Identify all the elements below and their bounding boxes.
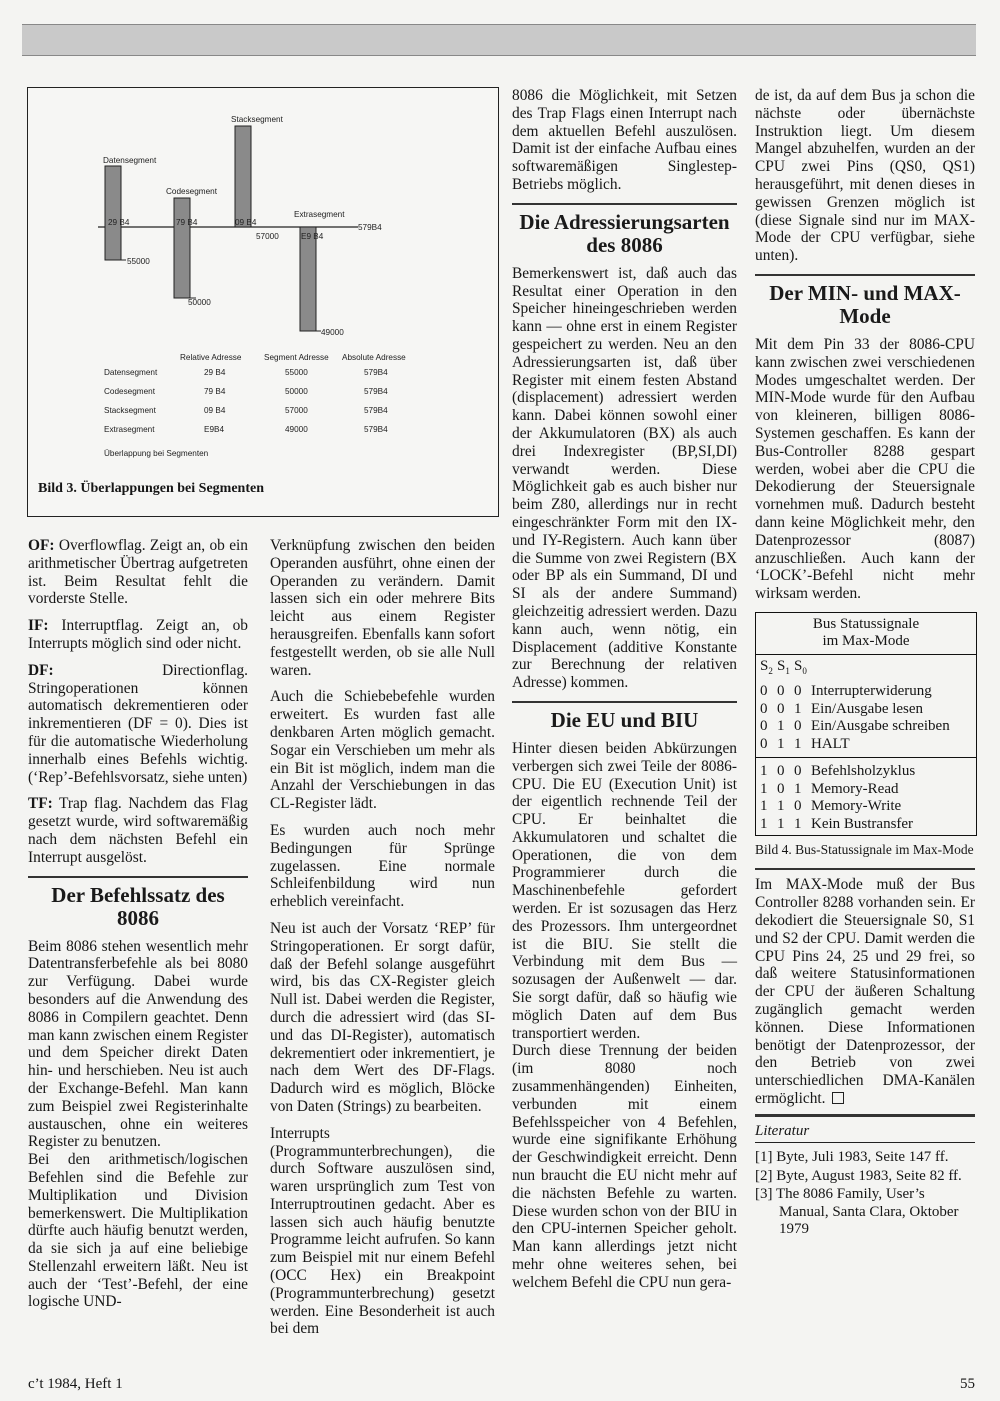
figure-4-caption: Bild 4. Bus-Statussignale im Max-Mode	[755, 842, 974, 858]
bus-status-row: 0 1 1 HALT	[760, 735, 850, 752]
bus-status-row: 1 0 0 Befehlsholzyklus	[760, 763, 916, 780]
svg-text:57000: 57000	[256, 232, 279, 241]
svg-text:579B4: 579B4	[358, 223, 382, 232]
stack-segment-bar	[235, 126, 251, 227]
footer-issue: c’t 1984, Heft 1	[28, 1376, 123, 1392]
fig3-cell-name: Extrasegment	[104, 425, 155, 434]
fig3-cell-seg: 57000	[285, 406, 308, 415]
bus-status-row: 0 0 1 Ein/Ausgabe lesen	[760, 700, 924, 717]
fig3-cell-name: Codesegment	[104, 387, 155, 396]
figure-3	[27, 87, 499, 517]
fig3-cell-name: Datensegment	[104, 368, 158, 377]
end-of-article-mark	[832, 1092, 844, 1104]
fig3-cell-rel: E9B4	[204, 425, 225, 434]
fig3-cell-seg: 49000	[285, 425, 308, 434]
column-2: Verknüpfung zwischen den beiden Operanden ausführt, ohne einen der Operanden zu verändern. Damit lassen sich ein oder mehrere Bits leicht aus einem Register herausgreifen. Ebenfalls kann sofort festgestellt werden, ob sie alle Null waren. Auch die Schiebebefehle wurden erweitert. Es wurden fast alle denkbaren Arten möglich gemacht. Sogar ein Verschieben um mehr als ein Bit ist möglich, indem man die Anzahl der Verschiebungen in das CL-Register lädt. Es wurden auch noch mehr Bedingungen für Sprünge zugelassen. Eine normale Schleifenbildung wird nun erheblich vereinfacht. Neu ist auch der Vorsatz ‘REP’ für Stringoperationen. Er sorgt dafür, daß der Befehl solange ausgeführt wird, bis das CX-Register gleich Null ist. Dabei werden die Register, durch die adressiert wird (das SI- und das DI-Register), automatisch dekrementiert oder inkrementiert, je nach dem Wert des DF-Flags. Dadurch wird es möglich, Blöcke von Daten (Strings) zu bearbeiten. Interrupts (Programmunterbrechungen), die durch Software auszulösen sind, waren ursprünglich zum Test von Interruptroutinen gedacht. Aber es lassen sich auch häufig benutzte Programme leicht aufrufen. So kann zum Beispiel mit nur einem Befehl (OCC Hex) ein Breakpoint (Programmunterbrechung) gesetzt werden. Eine Besonderheit ist auch bei dem	[270, 537, 495, 1338]
svg-text:09 B4: 09 B4	[235, 218, 257, 227]
svg-text:79 B4: 79 B4	[176, 218, 198, 227]
extra-segment-bar	[300, 227, 316, 331]
code-segment-label: Codesegment	[166, 187, 217, 196]
heading-min-max-mode: Der MIN- und MAX-Mode	[769, 280, 961, 328]
fig3-cell-abs: 579B4	[364, 368, 388, 377]
bus-status-row: 1 0 1 Memory-Read	[760, 780, 899, 797]
extra-segment-label: Extrasegment	[294, 210, 345, 219]
page-header-bar	[22, 24, 976, 56]
svg-text:50000: 50000	[188, 298, 211, 307]
fig3-cell-abs: 579B4	[364, 387, 388, 396]
fig3-cell-rel: 09 B4	[204, 406, 226, 415]
svg-text:Relative Adresse: Relative Adresse	[180, 353, 242, 362]
svg-text:Überlappung bei Segmenten: Überlappung bei Segmenten	[104, 449, 209, 458]
bus-status-row: 0 1 0 Ein/Ausgabe schreiben	[760, 718, 950, 735]
fig3-cell-abs: 579B4	[364, 425, 388, 434]
svg-text:Segment Adresse: Segment Adresse	[264, 353, 329, 362]
figure-3-caption: Bild 3. Überlappungen bei Segmenten	[38, 481, 264, 496]
stack-segment-label: Stacksegment	[231, 115, 283, 124]
data-segment-label: Datensegment	[103, 156, 157, 165]
heading-eu-biu: Die EU und BIU	[550, 707, 699, 732]
svg-text:29 B4: 29 B4	[108, 218, 130, 227]
svg-text:49000: 49000	[321, 328, 344, 337]
fig3-cell-name: Stacksegment	[104, 406, 156, 415]
segment-overlap-diagram	[28, 88, 498, 516]
bus-status-row: 1 1 1 Kein Bustransfer	[760, 815, 914, 832]
fig3-cell-rel: 29 B4	[204, 368, 226, 377]
fig3-cell-seg: 55000	[285, 368, 308, 377]
column-3: 8086 die Möglichkeit, mit Setzen des Trap Flags einen Interrupt nach dem aktuellen Befehl auszulösen. Damit ist der einfache Aufbau eines softwaremäßigen Singlestep-Betriebs möglich. Die Adressierungsarten des 8086 Bemerkenswert ist, daß auch das Resultat einer Operation in den Speicher hineingeschrieben werden kann — ohne erst in einem Register gespeichert zu werden. Neu an den Adressierungsarten ist, daß über Register mit einem festen Abstand (displacement) adressiert werden kann. Dabei können sowohl einer der Akkumulatoren (BX) als auch drei Indexregister (BP,SI,DI) verwandt werden. Diese Möglichkeit gab es auch bisher nur beim Z80, allerdings nur in recht eingeschränkter Form mit den IX- und IY-Registern. Auch kann über die Summe von zwei Registern (BX oder BP als ein Summand, DI und SI als der andere Summand) gleichzeitig adressiert werden. Dazu kann auch, wenn nötig, ein Displacement (additive Konstante zur Berechnung der relativen Adresse) kommen. Die EU und BIU Hinter diesen beiden Abkürzungen verbergen sich zwei Teile der 8086-CPU. Die EU (Execution Unit) ist der eigentlich rechnende Teil der CPU. Er beinhaltet die Akkumulatoren und schaltet die Operationen, die von dem Programmierer durch die Maschinenbefehle gefordert werden. Er ist sozusagen das Herz des Prozessors. Ihm untergeordnet ist die BIU. Sie stellt die Verbindung mit dem Bus — sozusagen der Außenwelt — dar. Sie sorgt dafür, daß so häufig wie möglich Daten auf dem Bus transportiert werden. Durch diese Trennung der beiden (im 8080 noch zusammenhängenden) Einheiten, verbunden mit einem Befehlsspeicher von 4 Befehlen, wurde eine signifikante Erhöhung der Geschwindigkeit erreicht. Denn nun braucht die EU nicht mehr auf die nächsten Befehle zu warten. Diese wurden schon von der BIU in den CPU-internen Speicher geholt. Man kann allerdings jetzt nicht mehr ohne weiteres sehen, bei welchem Befehl die CPU nun gera-	[512, 87, 737, 1291]
svg-text:Absolute Adresse: Absolute Adresse	[342, 353, 406, 362]
code-segment-bar	[174, 198, 190, 298]
bus-status-table: Bus Statussignale im Max-Mode $S_2$ $S_1$ $S_0$ 0 0 0 Interrupterwiderung 0 0 1 Ein/Ausgabe lesen 0 1 0 Ein/Ausgabe schreiben 0 1 1 HALT 1 0 0 Befehlsholzyklus 1 0 1 Memory-Read 1 1 0 Memory-Write 1 1 1 Kein Bustransfer	[755, 612, 977, 837]
fig3-cell-rel: 79 B4	[204, 387, 226, 396]
bus-status-row: 0 0 0 Interrupterwiderung	[760, 683, 932, 700]
column-1: OF: Overflowflag. Zeigt an, ob ein arithmetischer Übertrag aufgetreten ist. Beim Resultat fehlt die vorderste Stelle. IF: Interruptflag. Zeigt an, ob Interrupts möglich sind oder nicht. DF: Directionflag. Stringoperationen können automatisch dekrementieren oder inkrementieren (DF = 0). Dies ist für die automatische Wiederholung innerhalb eines Befehls wichtig. (‘Rep’-Befehlsvorsatz, siehe unten) TF: Trap flag. Nachdem das Flag gesetzt wurde, wird softwaremäßig nach dem nächsten Befehl ein Interrupt ausgelöst. Der Befehlssatz des 8086 Beim 8086 stehen wesentlich mehr Datentransferbefehle als bei 8080 zur Verfügung. Dabei wurde besonders auf die Anwendung des 8086 in Compilern geachtet. Denn man kann zwischen einem Register und dem Speicher direkt Daten hin- und herschieben. Neu ist auch der Exchange-Befehl. Man kann zum Beispiel zwei Registerinhalte austauschen, ohne ein weiteres Register zu benutzen. Bei den arithmetisch/logischen Befehlen sind die Befehle zur Multiplikation und Division bemerkenswert. Die Multiplikation dürfte auch häufig benutzt werden, da sie sich ja auf eine beliebige Stellenzahl erweitern läßt. Neu ist auch der ‘Test’-Befehl, der eine logische UND-	[28, 537, 248, 1311]
data-segment-bar	[105, 166, 121, 260]
heading-befehlssatz: Der Befehlssatz des 8086	[51, 882, 225, 930]
svg-text:55000: 55000	[127, 257, 150, 266]
literature-list: Literatur [1] Byte, Juli 1983, Seite 147 ff. [2] Byte, August 1983, Seite 82 ff. [3] The 8086 Family, User’s Manual, Santa Clara, Oktober 1979	[755, 1123, 975, 1239]
fig3-cell-abs: 579B4	[364, 406, 388, 415]
svg-text:E9 B4: E9 B4	[301, 232, 324, 241]
page-number: 55	[960, 1376, 975, 1392]
bus-status-row: 1 1 0 Memory-Write	[760, 798, 902, 815]
column-4: de ist, da auf dem Bus ja schon die nächste oder übernächste Instruktion liegt. Um diesem Mangel abzuhelfen, wurden an der CPU zwei Pins (QS0, QS1) herausgeführt, mit denen dieses in gewissen Grenzen möglich ist (diese Signale sind nur im MAX-Mode der CPU verfügbar, siehe unten). Der MIN- und MAX-Mode Mit dem Pin 33 der 8086-CPU kann zwischen zwei verschiedenen Modes umgeschaltet werden. Der MIN-Mode wurde für den Aufbau von kleineren, billigen 8086-Systemen geschaffen. Es kann der Bus-Controller 8288 gespart werden, wobei aber die CPU die Dekodierung der Steuersignale vornehmen muß. Dadurch besteht dann keine Möglichkeit mehr, den Datenprozessor (8087) anzuschließen. Auch kann der ‘LOCK’-Befehl nicht mehr wirksam werden. Bus Statussignale im Max-Mode $S_2$ $S_1$ $S_0$ 0 0 0 Interrupterwiderung 0 0 1 Ein/Ausgabe lesen 0 1 0 Ein/Ausgabe schreiben 0 1 1 HALT 1 0 0 Befehlsholzyklus 1 0 1 Memory-Read 1 1 0 Memory-Write 1 1 1 Kein Bustransfer Bild 4. Bus-Statussignale im Max-Mode Im MAX-Mode muß der Bus Controller 8288 vorhanden sein. Er dekodiert die Steuersignale S0, S1 und S2 der CPU. Damit werden die CPU Pins 24, 25 und 29 frei, so daß weitere Statusinformationen der CPU der äußeren Schaltung zugänglich gemacht werden können. Diese Informationen benötigt der Datenprozessor, der den Betrieb von zwei unterschiedlichen DMA-Kanälen ermöglicht. Literatur [1] Byte, Juli 1983, Seite 147 ff. [2] Byte, August 1983, Seite 82 ff. [3] The 8086 Family, User’s Manual, Santa Clara, Oktober 1979	[755, 87, 975, 1238]
heading-adressierungsarten: Die Adressierungsarten des 8086	[519, 209, 730, 257]
fig3-cell-seg: 50000	[285, 387, 308, 396]
